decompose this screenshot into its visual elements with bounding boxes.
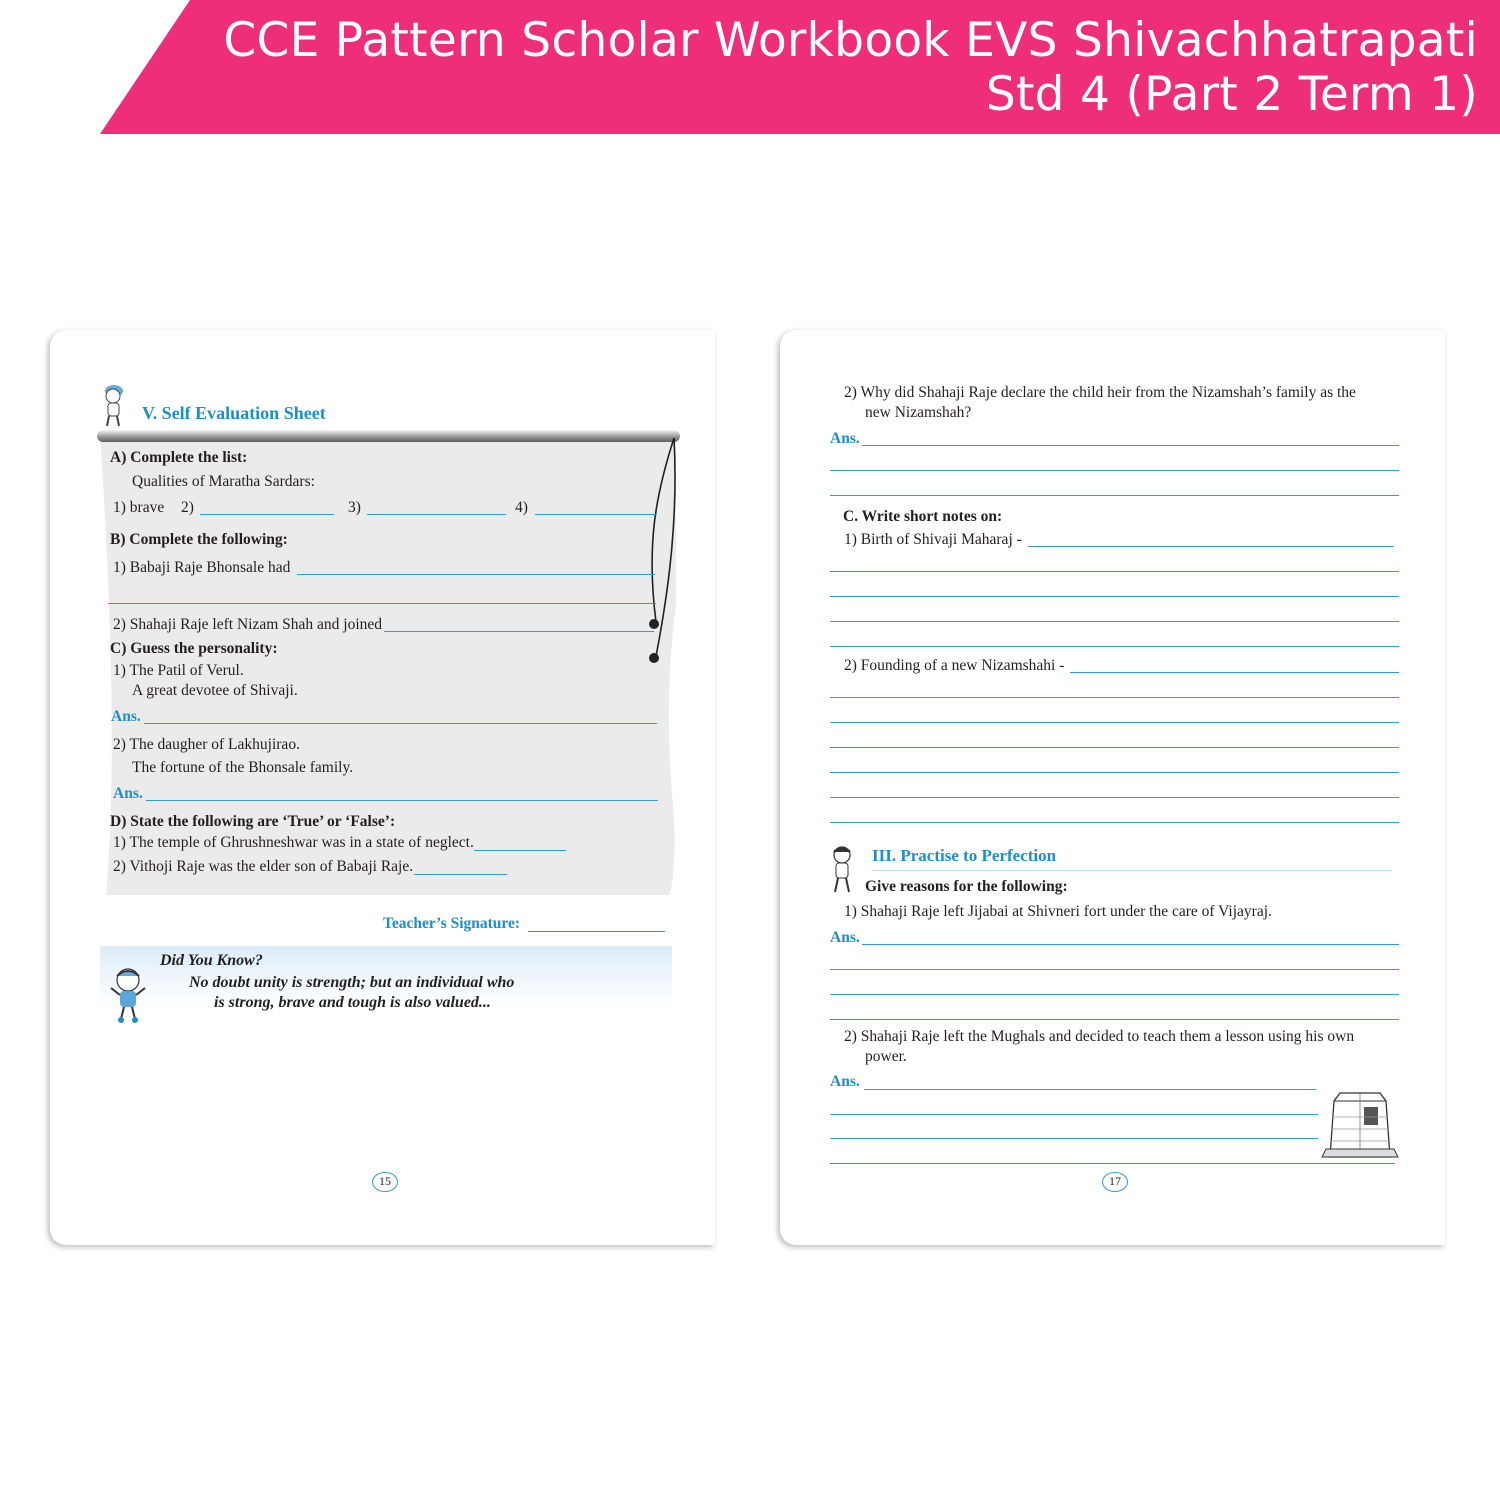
scroll-rod bbox=[97, 430, 680, 442]
answer-line[interactable] bbox=[830, 747, 1399, 748]
true-false-2-blank[interactable] bbox=[414, 874, 507, 875]
section-heading: V. Self Evaluation Sheet bbox=[142, 403, 326, 423]
answer-line[interactable] bbox=[1070, 672, 1399, 673]
true-false-1-blank[interactable] bbox=[474, 850, 566, 851]
page-number: 17 bbox=[1102, 1172, 1128, 1192]
reason-1-ans-label: Ans. bbox=[830, 929, 860, 946]
workbook-page-15 bbox=[50, 330, 715, 1245]
personality-2-answer-line[interactable] bbox=[146, 800, 658, 801]
answer-line[interactable] bbox=[830, 646, 1399, 647]
list-item-2-blank[interactable] bbox=[200, 514, 334, 515]
answer-line[interactable] bbox=[830, 1163, 1395, 1164]
thinking-boy-icon bbox=[108, 966, 148, 1024]
short-note-1-label: 1) Birth of Shivaji Maharaj - bbox=[844, 531, 1022, 548]
answer-line[interactable] bbox=[830, 994, 1399, 995]
list-item-1: 1) brave bbox=[113, 499, 165, 516]
question-2-line1: 2) Why did Shahaji Raje declare the child heir from the Nizamshah’s family as the bbox=[844, 384, 1356, 401]
list-item-4-blank[interactable] bbox=[535, 514, 657, 515]
personality-1-line2: A great devotee of Shivaji. bbox=[132, 682, 298, 699]
heading-underline bbox=[872, 870, 1392, 871]
practise-subtitle: Give reasons for the following: bbox=[865, 878, 1068, 895]
section-a-title: A) Complete the list: bbox=[110, 449, 248, 466]
section-d-title: D) State the following are ‘True’ or ‘False’: bbox=[110, 813, 396, 830]
banner-title-line1: CCE Pattern Scholar Workbook EVS Shivachhatrapati bbox=[223, 13, 1478, 68]
page-number: 15 bbox=[372, 1172, 398, 1192]
boy-mascot-icon bbox=[98, 382, 128, 428]
section-b-item-1: 1) Babaji Raje Bhonsale had bbox=[113, 559, 291, 576]
section-b-item-1-blank[interactable] bbox=[297, 574, 655, 575]
personality-2-line1: 2) The daugher of Lakhujirao. bbox=[113, 736, 300, 753]
answer-line[interactable] bbox=[830, 1114, 1318, 1115]
personality-1-answer-line[interactable] bbox=[144, 723, 657, 724]
did-you-know-line1: No doubt unity is strength; but an individual who bbox=[189, 974, 515, 991]
true-false-2: 2) Vithoji Raje was the elder son of Babaji Raje. bbox=[113, 858, 414, 875]
reason-2-ans-label: Ans. bbox=[830, 1073, 860, 1090]
personality-2-line2: The fortune of the Bhonsale family. bbox=[132, 759, 354, 776]
answer-line[interactable] bbox=[830, 621, 1399, 622]
personality-2-ans-label: Ans. bbox=[113, 785, 143, 802]
answer-line[interactable] bbox=[830, 797, 1399, 798]
section-b-item-2-blank[interactable] bbox=[384, 631, 654, 632]
list-item-3-label: 3) bbox=[348, 499, 361, 516]
true-false-1: 1) The temple of Ghrushneshwar was in a state of neglect. bbox=[113, 834, 474, 851]
teacher-signature-line[interactable] bbox=[528, 931, 665, 932]
answer-line[interactable] bbox=[830, 1138, 1318, 1139]
list-item-3-blank[interactable] bbox=[367, 514, 506, 515]
answer-line[interactable] bbox=[830, 470, 1399, 471]
answer-line[interactable] bbox=[830, 697, 1399, 698]
section-b-item-1-blank-2[interactable] bbox=[108, 603, 656, 604]
title-banner bbox=[0, 0, 1500, 134]
reason-1: 1) Shahaji Raje left Jijabai at Shivneri fort under the care of Vijayraj. bbox=[844, 903, 1272, 920]
fort-tower-icon bbox=[1320, 1087, 1400, 1159]
short-notes-title: C. Write short notes on: bbox=[843, 508, 1003, 525]
answer-line[interactable] bbox=[830, 822, 1399, 823]
answer-line[interactable] bbox=[830, 969, 1399, 970]
answer-line[interactable] bbox=[830, 772, 1399, 773]
list-item-4-label: 4) bbox=[515, 499, 528, 516]
reason-2-line1: 2) Shahaji Raje left the Mughals and decided to teach them a lesson using his own bbox=[844, 1028, 1355, 1045]
reason-2-line2: power. bbox=[865, 1048, 907, 1065]
section-b-item-2: 2) Shahaji Raje left Nizam Shah and joined bbox=[113, 616, 383, 633]
short-note-2-label: 2) Founding of a new Nizamshahi - bbox=[844, 657, 1065, 674]
did-you-know-line2: is strong, brave and tough is also valued... bbox=[214, 994, 491, 1011]
answer-line[interactable] bbox=[1028, 546, 1394, 547]
personality-1-ans-label: Ans. bbox=[111, 708, 141, 725]
answer-line[interactable] bbox=[862, 445, 1399, 446]
section-c-title: C) Guess the personality: bbox=[110, 640, 278, 657]
answer-line[interactable] bbox=[830, 596, 1399, 597]
answer-line[interactable] bbox=[862, 944, 1399, 945]
section-a-subtitle: Qualities of Maratha Sardars: bbox=[132, 473, 315, 490]
question-2-ans-label: Ans. bbox=[830, 430, 860, 447]
answer-line[interactable] bbox=[830, 722, 1399, 723]
did-you-know-title: Did You Know? bbox=[160, 952, 263, 969]
section-b-title: B) Complete the following: bbox=[110, 531, 288, 548]
answer-line[interactable] bbox=[830, 1019, 1399, 1020]
question-2-line2: new Nizamshah? bbox=[865, 404, 972, 421]
workbook-page-17 bbox=[780, 330, 1445, 1245]
answer-line[interactable] bbox=[864, 1089, 1316, 1090]
banner-title bbox=[128, 14, 1478, 122]
list-item-2-label: 2) bbox=[181, 499, 194, 516]
practise-heading: III. Practise to Perfection bbox=[872, 846, 1057, 865]
personality-1-line1: 1) The Patil of Verul. bbox=[113, 662, 244, 679]
boy-mascot-icon bbox=[828, 845, 856, 895]
answer-line[interactable] bbox=[830, 571, 1399, 572]
banner-title-line2: Std 4 (Part 2 Term 1) bbox=[985, 67, 1478, 122]
answer-line[interactable] bbox=[830, 495, 1399, 496]
teacher-signature-label: Teacher’s Signature: bbox=[383, 915, 521, 932]
